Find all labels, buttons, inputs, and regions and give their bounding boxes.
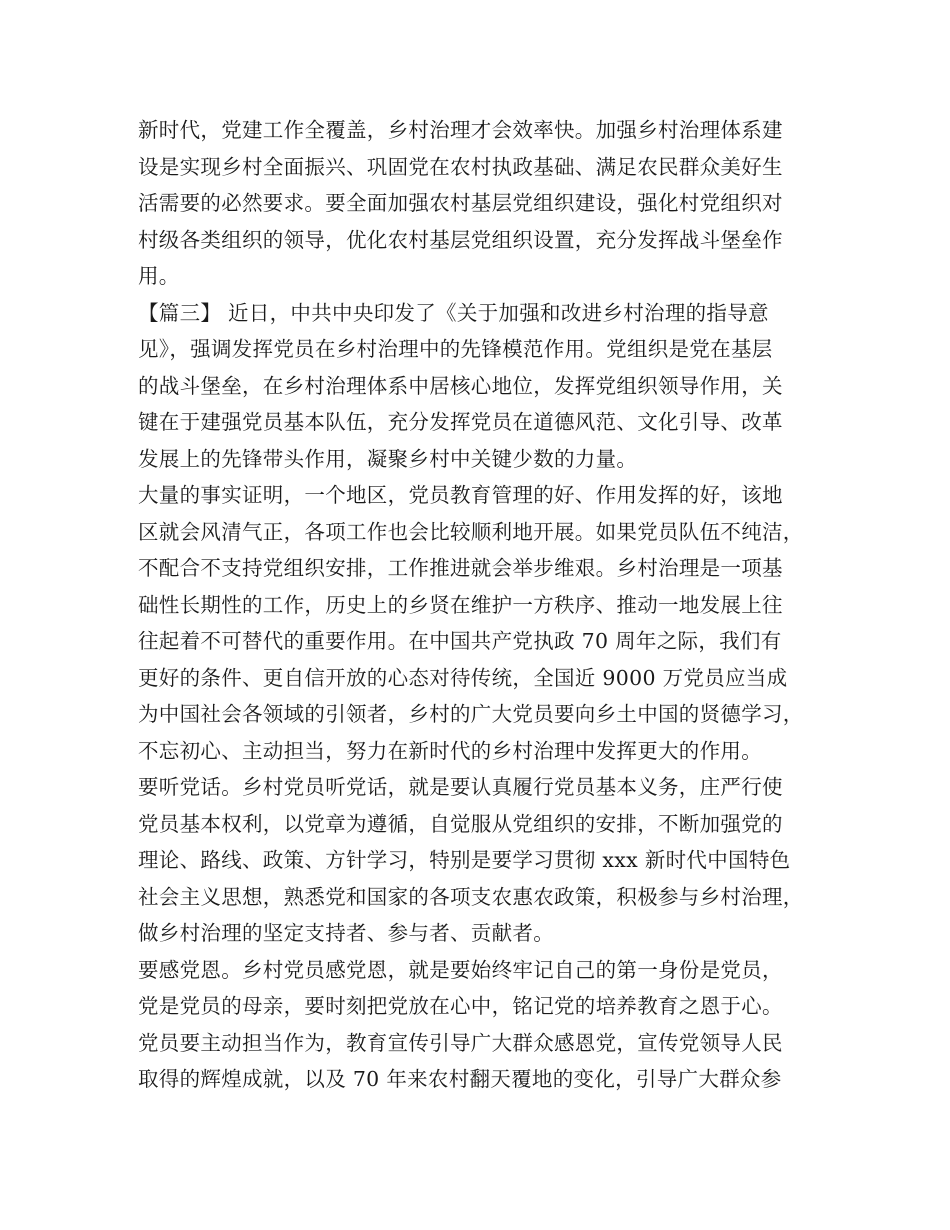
- text-line: 党员要主动担当作为，教育宣传引导广大群众感恩党，宣传党领导人民: [138, 1030, 783, 1055]
- text-line: 党员基本权利，以党章为遵循，自觉服从党组织的安排，不断加强党的: [138, 811, 783, 836]
- text-line: 党是党员的母亲，要时刻把党放在心中，铭记党的培养教育之恩于心。: [138, 994, 783, 1018]
- text-line: 不配合不支持党组织安排，工作推进就会举步维艰。乡村治理是一项基: [138, 556, 783, 580]
- text-line: 的战斗堡垒，在乡村治理体系中居核心地位，发挥党组织领导作用，关: [138, 373, 783, 398]
- text-line: 大量的事实证明，一个地区，党员教育管理的好、作用发挥的好，该地: [138, 483, 783, 507]
- text-line: 见》，强调发挥党员在乡村治理中的先锋模范作用。党组织是党在基层: [138, 337, 773, 361]
- text-line: 不忘初心、主动担当，努力在新时代的乡村治理中发挥更大的作用。: [138, 738, 762, 763]
- text-line: 要听党话。乡村党员听党话，就是要认真履行党员基本义务，庄严行使: [138, 775, 783, 799]
- text-line: 做乡村治理的坚定支持者、参与者、贡献者。: [138, 921, 554, 945]
- text-line: 活需要的必然要求。要全面加强农村基层党组织建设，强化村党组织对: [138, 191, 783, 215]
- text-line: 取得的辉煌成就，以及 70 年来农村翻天覆地的变化，引导广大群众参: [138, 1067, 782, 1091]
- text-line: 新时代，党建工作全覆盖，乡村治理才会效率快。加强乡村治理体系建: [138, 118, 783, 142]
- text-line: 设是实现乡村全面振兴、巩固党在农村执政基础、满足农民群众美好生: [138, 154, 783, 179]
- text-line: 键在于建强党员基本队伍，充分发挥党员在道德风范、文化引导、改革: [138, 410, 783, 434]
- text-line: 往起着不可替代的重要作用。在中国共产党执政 70 周年之际，我们有: [138, 629, 782, 653]
- text-line: 发展上的先锋带头作用，凝聚乡村中关键少数的力量。: [138, 446, 638, 471]
- text-line: 理论、路线、政策、方针学习，特别是要学习贯彻 xxx 新时代中国特色: [138, 848, 791, 872]
- text-line: 础性长期性的工作，历史上的乡贤在维护一方秩序、推动一地发展上往: [138, 592, 783, 617]
- text-line: 社会主义思想，熟悉党和国家的各项支农惠农政策，积极参与乡村治理，: [138, 884, 804, 909]
- text-line: 要感党恩。乡村党员感党恩，就是要始终牢记自己的第一身份是党员，: [138, 957, 783, 982]
- section-heading-line: 【篇三】 近日，中共中央印发了《关于加强和改进乡村治理的指导意: [138, 300, 769, 325]
- text-line: 村级各类组织的领导，优化农村基层党组织设置，充分发挥战斗堡垒作: [138, 227, 783, 252]
- text-line: 为中国社会各领域的引领者，乡村的广大党员要向乡土中国的贤德学习，: [138, 702, 804, 726]
- document-body: [138, 112, 818, 1098]
- text-line: 用。: [138, 264, 180, 288]
- text-line: 区就会风清气正，各项工作也会比较顺利地开展。如果党员队伍不纯洁，: [138, 519, 804, 544]
- text-line: 更好的条件、更自信开放的心态对待传统，全国近 9000 万党员应当成: [138, 665, 788, 690]
